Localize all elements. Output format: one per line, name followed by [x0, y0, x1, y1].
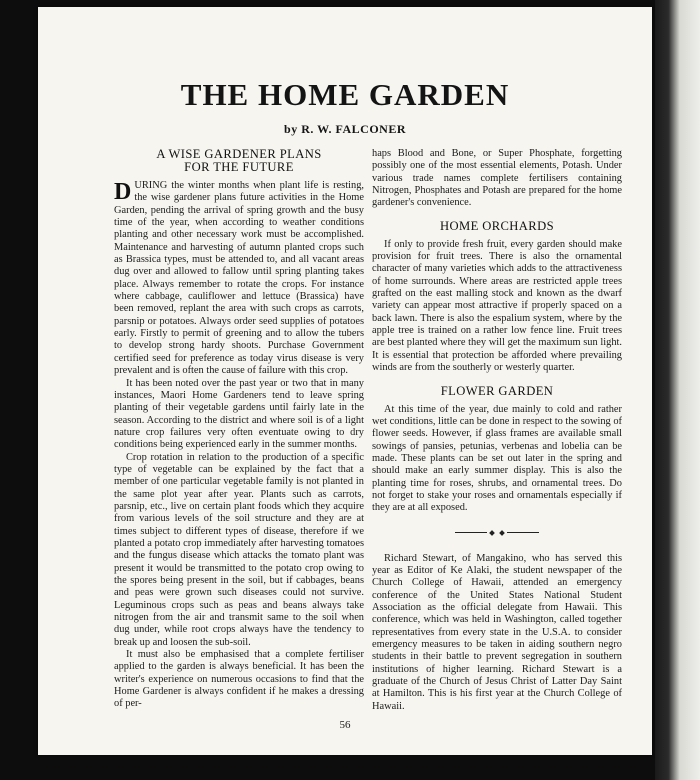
plans-paragraph-3: Crop rotation in relation to the production of a specific type of vegetable can be explained by the fact that a member of one particular vegetable family is not planted in the same plot year after year. Plants such as carrots, parsnip, etc., live on certain plant foods which they acquire from various levels of the soil structure and they are at times subject to different types of disease, therefore if we planted a potato crop immediately after harvesting tomatoes and the fungus disease which attacks the tomato plant was present it would be transmitted to the potato crop owing to the spores being present in the soil, but if cabbages, beans and peas were grown such diseases could not survive. Leguminous crops such as peas and beans always take nitrogen from the air and transmit same to the soil when dug under, while root crops always have the tendency to break up and loosen the sub-soil. [114, 451, 364, 648]
section-heading-flower: FLOWER GARDEN [440, 383, 554, 398]
drop-cap: D [114, 179, 132, 205]
orchards-paragraph-1: If only to provide fresh fruit, every garden should make provision for fruit trees. There is also the ornamental character of many varieties which adds to the attractiveness of home surrounds. Where areas are restricted apple trees grafted on the east malling stock and known as the dwarf variety can appear most attractive if properly spaced on a back lawn. There is also the espalium system, where by the apple tree is trained on a rather low fence line. Fruit trees are best planted where they will get the maximum sun light. It is essential that protection be afforded where prevailing winds are from the southerly or westerly quarter. [372, 238, 622, 374]
section-heading-plans-line2: FOR THE FUTURE [184, 160, 294, 174]
page-number: 56 [339, 719, 351, 731]
right-column [372, 148, 622, 713]
news-paragraph-1: Richard Stewart, of Mangakino, who has served this year as Editor of Ke Alaki, the student newspaper of the Church College of Hawaii, attended an emergency conference of the United States National Student Association as the official delegate from Hawaii. This conference, which was held in Washington, called together representatives from every state in the U.S.A. to consider emergency measures to be taken in aiding southern negro students in their battle to prevent segregation in southern institutions of higher learning. Richard Stewart is a graduate of the Church of Jesus Christ of Latter Day Saint at Hamilton. This is his first year at the Church College of Hawaii. [372, 552, 622, 712]
plans-paragraph-4: It must also be emphasised that a complete fertiliser applied to the garden is always beneficial. It has been the writer's experience on numerous occasions to find that the Home Gardener is always confident if he makes a dressing of per- [114, 649, 364, 710]
flower-paragraph-1: At this time of the year, due mainly to cold and rather wet conditions, little can be done in respect to the sowing of flower seeds. However, if glass frames are available small sowings of pansies, petunias, verbenas and lobelia can be made. These plants can be set out later in the spring and should make an early summer display. This is also the planting time for roses, shrubs, and ornamental trees. Do not forget to stake your roses and ornamentals especially if they are at all exposed. [372, 403, 622, 514]
section-heading-plans-line1: A WISE GARDENER PLANS [156, 147, 322, 161]
article-title: THE HOME GARDEN [180, 77, 510, 112]
plans-paragraph-1 [114, 180, 364, 378]
magazine-page [38, 7, 652, 755]
left-column [114, 148, 364, 711]
adjacent-page-edge [655, 0, 700, 780]
plans-paragraph-2: It has been noted over the past year or two that in many instances, Maori Home Gardeners tend to leave spring planting of their vegetable gardens until fairly late in the season. According to the district and where soil is of a light nature crop failures very often eventuate owing to dry conditions being experienced early in the summer months. [114, 377, 364, 451]
section-heading-orchards: HOME ORCHARDS [439, 218, 554, 233]
plans-paragraph-1-text: URING the winter months when plant life is resting, the wise gardener plans future activities in the Home Garden, pending the arrival of spring growth and the busy time of the year, when according to weather conditions planting and other necessary work must be accomplished. Maintenance and harvesting of autumn planted crops such as Brassica types, must be attended to, and all vacant areas dug over and allowed to fallow until spring planting takes place. Always remember to rotate the crops. For instance where cabbage, cauliflower and lettuce (Brassica) have been removed, replant the area with such crops as carrots, parsnip or potatoes. Always order seed supplies of potatoes early. Firstly to permit of greening and to allow the tubers to develop strong hardy shoots. Purchase Government certified seed for preference as today virus disease is very prevalent and is often the cause of failure with this crop. [114, 180, 364, 377]
section-heading-plans [114, 148, 364, 174]
section-divider-ornament [372, 529, 622, 537]
plans-paragraph-5: haps Blood and Bone, or Super Phosphate, forgetting possibly one of the most essential elements, Potash. Under various trade names complete fertilisers containing Nitrogen, Phosphates and Potash are prepared for the home gardener's convenience. [372, 148, 622, 209]
article-byline: by R. W. FALCONER [284, 122, 406, 136]
